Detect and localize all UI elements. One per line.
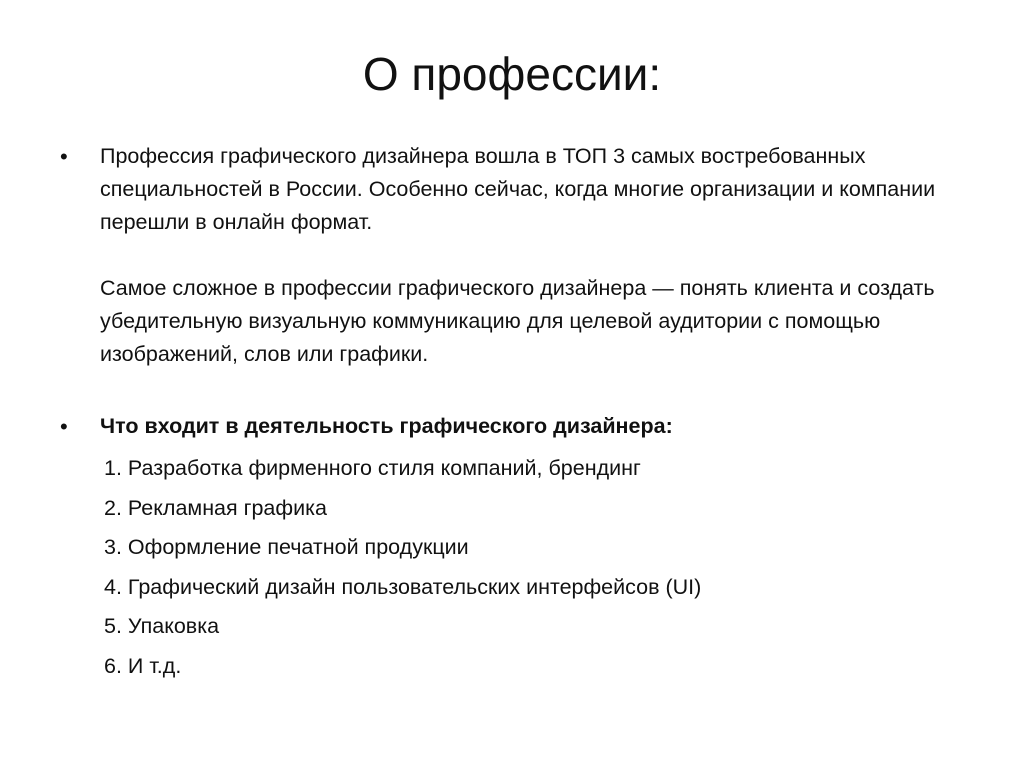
list-item: 5. Упаковка — [104, 614, 220, 638]
intro-bullet — [60, 140, 990, 371]
slide-title: О профессии: — [362, 48, 662, 100]
activities-content — [100, 410, 990, 686]
bullet-dot-icon: • — [60, 144, 68, 169]
bullet-dot-icon: • — [60, 414, 68, 439]
activities-bullet — [60, 410, 990, 686]
list-item: 3. Оформление печатной продукции — [104, 535, 469, 559]
intro-bullet-row — [60, 140, 990, 371]
activities-list — [100, 449, 990, 686]
activities-heading: Что входит в деятельность графического дизайнера: — [100, 414, 673, 438]
intro-paragraph-2: Самое сложное в профессии графического дизайнера — понять клиента и создать убедительную визуальную коммуникацию для целевой аудитории с помощью изображений, слов или графики. — [100, 276, 935, 366]
list-item: 6. И т.д. — [104, 653, 182, 678]
intro-text — [100, 140, 990, 371]
list-item: 2. Рекламная графика — [104, 495, 327, 520]
activities-bullet-row — [60, 410, 990, 686]
list-item: 4. Графический дизайн пользовательских интерфейсов (UI) — [104, 574, 702, 599]
list-item: 1. Разработка фирменного стиля компаний, брендинг — [104, 456, 641, 480]
intro-paragraph-1: Профессия графического дизайнера вошла в ТОП 3 самых востребованных специальностей в России. Особенно сейчас, когда многие организации и компании перешли в онлайн формат. — [100, 144, 936, 234]
